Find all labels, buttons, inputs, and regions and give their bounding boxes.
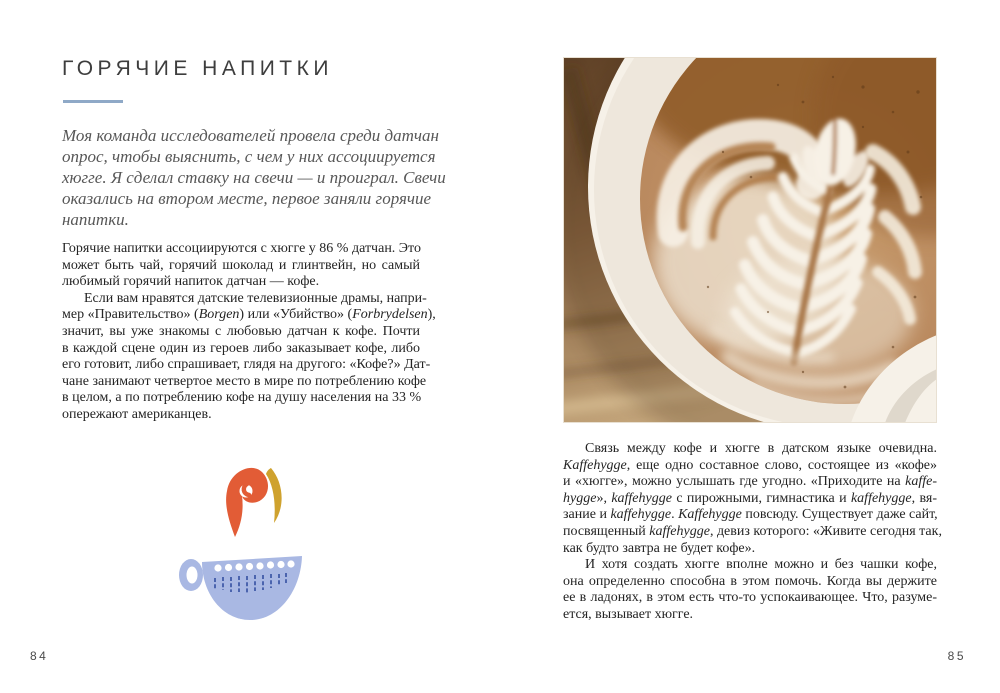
text-line: напитки. <box>62 210 129 229</box>
text-line: Моя команда исследователей провела среди датчан <box>62 126 439 145</box>
page-number-right: 85 <box>947 649 966 663</box>
paragraph <box>62 290 436 424</box>
latte-art-photo-svg <box>563 57 937 423</box>
right-body-text <box>563 441 942 624</box>
text-line: hygge», kaffehygge с пирожными, гимнастика и kaffehygge, вя- <box>563 490 938 506</box>
text-line: мер «Правительство» (Borgen) или «Убийство» (Forbrydelsen), <box>62 307 436 323</box>
chapter-title: ГОРЯЧИЕ НАПИТКИ <box>62 57 333 80</box>
text-line: в каждой сцене один из героев либо заказывает кофе, либо <box>62 340 420 356</box>
text-line: И хотя создать хюгге вполне можно и без чашки кофе, <box>585 557 937 573</box>
paragraph <box>563 441 942 557</box>
text-line: чане занимают четвертое место в мире по потреблению кофе <box>62 373 427 389</box>
text-line: зание и kaffehygge. Kaffehygge повсюду. Существует даже сайт, <box>563 507 938 523</box>
steam-swirl-icon <box>226 468 268 537</box>
text-line: Связь между кофе и хюгге в датском языке очевидна. <box>585 441 937 456</box>
text-line: Kaffehygge, еще одно составное слово, состоящее из «кофе» <box>563 457 937 473</box>
left-body-text <box>62 241 436 424</box>
text-line: значит, вы уже знакомы с любовью датчан к кофе. Почти <box>62 323 420 339</box>
text-line: любимый горячий напиток датчан — кофе. <box>62 274 320 290</box>
text-line: ется, вызывает хюгге. <box>563 606 694 622</box>
text-line: и «хюгге», можно услышать где угодно. «Приходите на kaffe- <box>563 474 937 490</box>
text-line: ее в ладонях, в этом есть что-то успокаивающее. Что, разуме- <box>563 590 937 606</box>
text-line: хюгге. Я сделал ставку на свечи — и проиграл. Свечи <box>62 168 446 187</box>
latte-art-photo <box>563 57 937 423</box>
intro-paragraph <box>62 125 448 230</box>
page-number-left: 84 <box>30 649 49 663</box>
text-line: может быть чай, горячий шоколад и глинтвейн, но самый <box>62 257 420 273</box>
steam-crescent-icon <box>266 468 282 523</box>
text-line: посвященный kaffehygge, девиз которого: «Живите сегодня так, <box>563 523 942 539</box>
text-line: в целом, а по потреблению кофе на душу населения на 33 % <box>62 390 422 406</box>
paragraph <box>563 557 937 623</box>
coffee-cup-illustration-svg <box>178 451 308 626</box>
text-line: Если вам нравятся датские телевизионные драмы, напри- <box>84 290 427 306</box>
text-line: Горячие напитки ассоциируются с хюгге у 86 % датчан. Это <box>62 241 421 256</box>
paragraph <box>62 241 420 291</box>
title-accent-line <box>63 100 123 103</box>
paragraph <box>62 125 448 230</box>
text-line: она определенно способна в этом помочь. Когда вы держите <box>563 573 937 589</box>
text-line: его готовит, либо спрашивает, глядя на другого: «Кофе?» Дат- <box>62 357 431 373</box>
coffee-cup-illustration <box>178 451 308 626</box>
text-line: оказались на втором месте, первое заняли горячие <box>62 189 432 208</box>
text-line: опрос, чтобы выяснить, с чем у них ассоциируется <box>62 147 436 166</box>
text-line: опережают американцев. <box>62 406 212 422</box>
text-line: как будто завтра не будет кофе». <box>563 540 756 556</box>
cup-handle <box>179 559 203 591</box>
